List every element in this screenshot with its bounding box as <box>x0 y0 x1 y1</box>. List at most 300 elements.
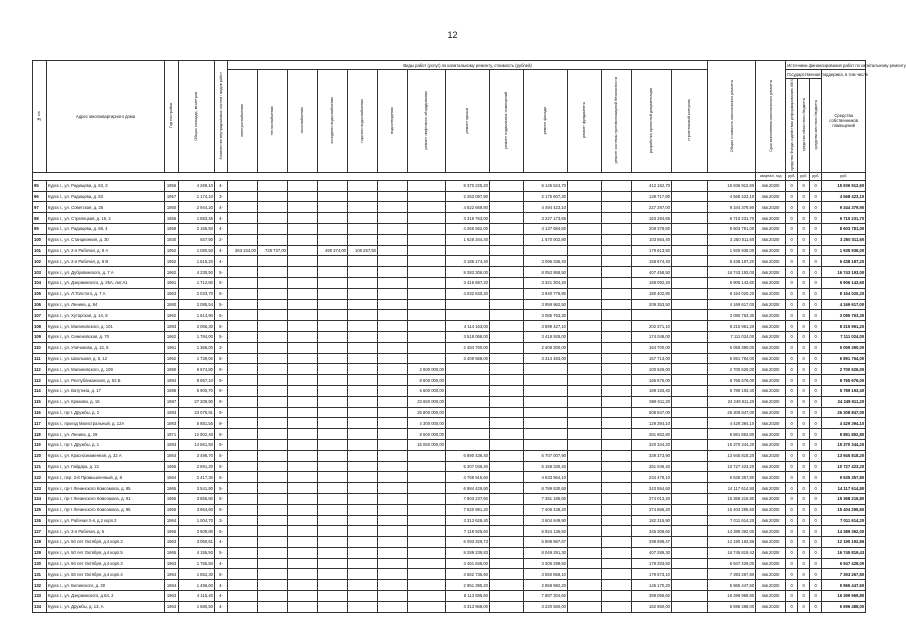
row-work-cost: 4 032 840,40 <box>446 288 490 299</box>
row-area: 1 852,30 <box>179 569 215 580</box>
row-work-cost: 6 145 524,70 <box>524 180 568 191</box>
row-work-cost <box>490 223 524 234</box>
row-work-cost <box>378 526 408 537</box>
row-year: 1957 <box>165 191 179 202</box>
row-materials: 5- <box>215 299 228 310</box>
row-work-cost <box>568 526 602 537</box>
row-work-cost <box>348 277 378 288</box>
table-row <box>33 418 866 429</box>
row-area: 2 156,50 <box>179 223 215 234</box>
row-work-cost <box>378 418 408 429</box>
row-work-cost <box>672 601 708 612</box>
row-work-cost: 1 626 344,40 <box>446 234 490 245</box>
row-materials: 4- <box>215 223 228 234</box>
row-address: Курск г., ул. 50 лет Октября, д.4 корп.2 <box>47 537 165 548</box>
row-area: 1 614,90 <box>179 310 215 321</box>
row-work-cost <box>348 234 378 245</box>
row-deadline: 4кв.2020г <box>756 472 786 483</box>
row-work-cost <box>288 364 318 375</box>
row-work-cost <box>490 429 524 440</box>
row-work-cost <box>318 580 348 591</box>
row-work-cost <box>258 483 288 494</box>
row-work-cost <box>490 591 524 602</box>
row-work-cost <box>378 515 408 526</box>
row-materials: 9- <box>215 396 228 407</box>
row-work-cost <box>288 331 318 342</box>
row-work-cost <box>602 483 632 494</box>
row-materials: 5- <box>215 277 228 288</box>
row-year: 1965 <box>165 461 179 472</box>
row-work-cost <box>408 526 446 537</box>
row-owners-fund: 26 308 847,00 <box>822 407 866 418</box>
row-work-cost <box>348 256 378 267</box>
row-work-cost: 4 622 669,80 <box>446 202 490 213</box>
row-area: 5 881,55 <box>179 418 215 429</box>
row-work-cost <box>602 353 632 364</box>
row-work-cost <box>490 439 524 450</box>
row-area: 1 615,20 <box>179 256 215 267</box>
row-work-cost <box>378 504 408 515</box>
row-total: 8 603 781,00 <box>708 223 756 234</box>
row-work-cost: 179 673,10 <box>632 569 672 580</box>
row-address: Курск г., ул. Дубровинского, д. 7 А <box>47 267 165 278</box>
row-work-cost <box>378 364 408 375</box>
row-number: 107 <box>33 310 47 321</box>
row-work-cost <box>348 342 378 353</box>
row-work-cost <box>288 537 318 548</box>
row-work-cost: 281 852,80 <box>632 429 672 440</box>
row-work-cost <box>318 180 348 191</box>
row-total: 6 906 143,60 <box>708 277 756 288</box>
row-work-cost: 234 478,10 <box>632 472 672 483</box>
row-work-cost <box>228 547 258 558</box>
row-number: 97 <box>33 202 47 213</box>
row-work-cost <box>228 580 258 591</box>
row-year: 1965 <box>165 526 179 537</box>
row-owners-fund: 7 393 267,80 <box>822 569 866 580</box>
row-work-cost <box>288 375 318 386</box>
row-state-fund: 0 <box>798 353 810 364</box>
row-number: 121 <box>33 461 47 472</box>
row-total: 7 393 267,80 <box>708 569 756 580</box>
row-work-cost <box>228 180 258 191</box>
row-address: Курск г., ул. 50 лет Октября, д.4 корп.4 <box>47 569 165 580</box>
row-work-cost <box>258 515 288 526</box>
row-work-cost <box>318 288 348 299</box>
row-work-cost <box>348 580 378 591</box>
row-work-cost <box>672 267 708 278</box>
row-work-cost: 399 068,60 <box>632 591 672 602</box>
row-state-fund: 0 <box>786 191 798 202</box>
table-row <box>33 321 866 332</box>
row-work-cost <box>258 558 288 569</box>
table-row <box>33 267 866 278</box>
row-area: 847,80 <box>179 234 215 245</box>
row-work-cost <box>228 375 258 386</box>
row-work-cost <box>408 180 446 191</box>
row-state-fund: 0 <box>786 407 798 418</box>
row-work-cost <box>318 569 348 580</box>
table-row <box>33 407 866 418</box>
row-deadline: 4кв.2020г <box>756 331 786 342</box>
row-state-fund: 0 <box>786 418 798 429</box>
row-work-cost <box>318 191 348 202</box>
row-work-cost <box>228 472 258 483</box>
row-work-cost <box>258 234 288 245</box>
row-deadline: 4кв.2020г <box>756 288 786 299</box>
row-state-fund: 0 <box>810 493 822 504</box>
row-year: 1990 <box>165 364 179 375</box>
row-work-cost <box>490 547 524 558</box>
row-work-cost <box>568 277 602 288</box>
row-work-cost <box>524 439 568 450</box>
row-year: 1994 <box>165 375 179 386</box>
row-work-cost: 164 700,00 <box>632 342 672 353</box>
row-work-cost: 162 960,00 <box>632 601 672 612</box>
row-work-cost <box>258 450 288 461</box>
row-materials: 5- <box>215 504 228 515</box>
row-work-cost <box>318 558 348 569</box>
row-state-fund: 0 <box>810 601 822 612</box>
row-materials: 9- <box>215 364 228 375</box>
row-work-cost <box>490 299 524 310</box>
row-number: 100 <box>33 234 47 245</box>
row-state-fund: 0 <box>786 267 798 278</box>
row-state-fund: 0 <box>798 569 810 580</box>
header-work-5: горячего водоснабжения <box>348 70 378 173</box>
row-area: 1 739,00 <box>179 353 215 364</box>
row-work-cost: 100 257,50 <box>348 245 378 256</box>
row-work-cost <box>408 191 446 202</box>
header-work-11: ремонт фундамента <box>568 70 602 173</box>
row-work-cost <box>258 601 288 612</box>
row-work-cost <box>602 439 632 450</box>
row-area: 4 269,10 <box>179 180 215 191</box>
table-row <box>33 353 866 364</box>
row-work-cost: 339 373,90 <box>632 450 672 461</box>
row-work-cost: 3 518 068,00 <box>446 331 490 342</box>
row-work-cost <box>348 537 378 548</box>
row-work-cost <box>378 396 408 407</box>
row-total: 6 438 187,20 <box>708 256 756 267</box>
row-work-cost <box>378 407 408 418</box>
row-deadline: 4кв.2020г <box>756 450 786 461</box>
row-area: 1 784,00 <box>179 331 215 342</box>
row-deadline: 4кв.2020г <box>756 547 786 558</box>
row-work-cost: 7 391 185,60 <box>524 493 568 504</box>
row-work-cost <box>568 342 602 353</box>
row-total: 3 250 011,60 <box>708 234 756 245</box>
row-work-cost <box>672 213 708 224</box>
row-work-cost <box>408 591 446 602</box>
row-work-cost: 4 494 423,10 <box>524 202 568 213</box>
row-year: 1963 <box>165 558 179 569</box>
row-work-cost: 5 600 000,00 <box>408 385 446 396</box>
row-work-cost <box>348 180 378 191</box>
row-work-cost <box>408 342 446 353</box>
row-work-cost: 174 048,00 <box>632 331 672 342</box>
row-materials: 5- <box>215 450 228 461</box>
row-work-cost <box>348 202 378 213</box>
row-state-fund: 0 <box>798 223 810 234</box>
row-address: Курск г., ул. Стрелецкая, д. 16, 2 <box>47 213 165 224</box>
table-row <box>33 515 866 526</box>
row-total: 1 935 936,00 <box>708 245 756 256</box>
row-work-cost <box>258 547 288 558</box>
row-work-cost <box>446 310 490 321</box>
row-work-cost <box>408 234 446 245</box>
row-work-cost <box>568 245 602 256</box>
row-work-cost: 4 266 562,00 <box>446 223 490 234</box>
row-total: 9 344 379,90 <box>708 202 756 213</box>
row-work-cost <box>568 299 602 310</box>
row-address: Курск г., ул. Школьная, д. 5, 12 <box>47 353 165 364</box>
row-work-cost <box>228 353 258 364</box>
row-materials: 9- <box>215 418 228 429</box>
row-number: 126 <box>33 515 47 526</box>
row-address: Курск г., ул. Дружбы, д. 13, А <box>47 601 165 612</box>
row-work-cost <box>672 396 708 407</box>
row-state-fund: 0 <box>786 461 798 472</box>
row-work-cost <box>228 191 258 202</box>
row-work-cost <box>348 515 378 526</box>
row-work-cost <box>602 213 632 224</box>
unit-rub: руб. <box>798 172 810 180</box>
row-work-cost <box>288 558 318 569</box>
row-work-cost: 3 409 568,00 <box>446 353 490 364</box>
row-work-cost: 345 308,60 <box>632 526 672 537</box>
row-state-fund: 0 <box>810 277 822 288</box>
row-work-cost <box>258 461 288 472</box>
row-work-cost <box>258 364 288 375</box>
row-work-cost <box>602 180 632 191</box>
row-work-cost <box>490 580 524 591</box>
row-work-cost <box>408 202 446 213</box>
row-work-cost <box>288 202 318 213</box>
row-work-cost <box>490 407 524 418</box>
row-work-cost <box>288 461 318 472</box>
row-work-cost <box>490 277 524 288</box>
row-work-cost <box>378 353 408 364</box>
row-total: 7 011 614,20 <box>708 515 756 526</box>
row-work-cost <box>288 223 318 234</box>
row-area: 6 674,80 <box>179 364 215 375</box>
header-work-14: строительный контроль <box>672 70 708 173</box>
row-work-cost: 179 613,50 <box>632 245 672 256</box>
row-work-cost <box>602 277 632 288</box>
row-work-cost <box>602 191 632 202</box>
row-state-fund: 0 <box>798 526 810 537</box>
row-state-fund: 0 <box>810 299 822 310</box>
row-work-cost <box>408 267 446 278</box>
header-no: № п/п <box>33 61 47 173</box>
row-total: 15 936 912,60 <box>708 180 756 191</box>
row-address: Курск г., пр-т Ленинского Комсомола, д. 91 <box>47 493 165 504</box>
table-row <box>33 558 866 569</box>
row-owners-fund: 15 936 912,60 <box>822 180 866 191</box>
row-state-fund: 0 <box>810 310 822 321</box>
row-deadline: 4кв.2020г <box>756 580 786 591</box>
row-work-cost <box>568 407 602 418</box>
row-total: 8 154 020,20 <box>708 288 756 299</box>
row-materials: 5- <box>215 526 228 537</box>
row-work-cost <box>318 321 348 332</box>
row-work-cost <box>672 375 708 386</box>
row-state-fund: 0 <box>798 299 810 310</box>
row-address: Курск г., ул. 2-я Рабочая, д. 8 А <box>47 245 165 256</box>
row-work-cost <box>318 450 348 461</box>
row-work-cost <box>568 537 602 548</box>
row-state-fund: 0 <box>786 202 798 213</box>
row-owners-fund: 14 117 614,80 <box>822 483 866 494</box>
row-total: 26 308 847,00 <box>708 407 756 418</box>
row-area: 2 033,70 <box>179 288 215 299</box>
table-row <box>33 310 866 321</box>
row-address: Курск г., пр-т. Дружбы, д. 2 <box>47 407 165 418</box>
row-work-cost <box>348 591 378 602</box>
row-owners-fund: 12 190 192,86 <box>822 537 866 548</box>
row-work-cost <box>490 450 524 461</box>
table-row <box>33 396 866 407</box>
row-work-cost <box>490 288 524 299</box>
row-state-fund: 0 <box>810 439 822 450</box>
row-work-cost <box>408 277 446 288</box>
row-deadline: 4кв.2020г <box>756 558 786 569</box>
row-state-fund: 0 <box>810 504 822 515</box>
row-work-cost <box>258 375 288 386</box>
row-work-cost <box>602 591 632 602</box>
row-work-cost: 8 383 306,00 <box>446 267 490 278</box>
row-address: Курск г., ул. Республиканская, д. 52 Б <box>47 375 165 386</box>
row-state-fund: 0 <box>810 461 822 472</box>
header-work-6: водоотведения <box>378 70 408 173</box>
row-work-cost <box>348 288 378 299</box>
row-work-cost <box>672 342 708 353</box>
row-area: 2 066,30 <box>179 321 215 332</box>
row-work-cost <box>524 429 568 440</box>
row-work-cost <box>490 558 524 569</box>
row-work-cost: 3 220 560,00 <box>524 601 568 612</box>
row-work-cost <box>602 558 632 569</box>
row-owners-fund: 6 891 764,00 <box>822 353 866 364</box>
row-number: 127 <box>33 526 47 537</box>
row-owners-fund: 16 743 193,00 <box>822 267 866 278</box>
row-address: Курск г., ул. 3-я Рабочая, д. 5 <box>47 526 165 537</box>
row-work-cost: 8 113 596,60 <box>446 591 490 602</box>
row-work-cost <box>228 234 258 245</box>
row-state-fund: 0 <box>798 396 810 407</box>
row-work-cost <box>672 526 708 537</box>
row-materials: 5- <box>215 331 228 342</box>
row-state-fund: 0 <box>786 245 798 256</box>
row-owners-fund: 13 945 818,20 <box>822 450 866 461</box>
row-work-cost <box>318 385 348 396</box>
row-work-cost: 129 394,10 <box>632 418 672 429</box>
row-work-cost <box>490 191 524 202</box>
row-work-cost: 5 159 330,40 <box>524 461 568 472</box>
row-deadline: 4кв.2020г <box>756 396 786 407</box>
row-work-cost <box>490 504 524 515</box>
row-work-cost <box>490 267 524 278</box>
row-work-cost <box>408 504 446 515</box>
row-work-cost: 8 049 291,30 <box>524 547 568 558</box>
table-row <box>33 450 866 461</box>
row-number: 118 <box>33 429 47 440</box>
row-owners-fund: 8 765 676,00 <box>822 375 866 386</box>
row-work-cost <box>318 547 348 558</box>
row-owners-fund: 9 635 357,80 <box>822 472 866 483</box>
row-work-cost: 3 899 427,10 <box>524 321 568 332</box>
row-deadline: 4кв.2020г <box>756 364 786 375</box>
row-work-cost <box>318 483 348 494</box>
row-work-cost: 179 283,50 <box>632 558 672 569</box>
row-year: 1952 <box>165 256 179 267</box>
row-year: 1964 <box>165 472 179 483</box>
header-work-2: теплоснабжения <box>258 70 288 173</box>
row-work-cost <box>568 288 602 299</box>
row-work-cost <box>568 418 602 429</box>
row-work-cost <box>408 353 446 364</box>
row-work-cost <box>378 483 408 494</box>
row-deadline: 4кв.2020г <box>756 515 786 526</box>
row-work-cost <box>490 493 524 504</box>
row-work-cost <box>568 504 602 515</box>
row-work-cost <box>490 526 524 537</box>
row-owners-fund: 2 700 626,00 <box>822 364 866 375</box>
row-work-cost <box>408 299 446 310</box>
row-work-cost <box>348 504 378 515</box>
row-work-cost <box>228 537 258 548</box>
row-owners-fund: 8 603 781,00 <box>822 223 866 234</box>
row-work-cost <box>378 277 408 288</box>
row-number: 99 <box>33 223 47 234</box>
row-address: Курск г., проезд Магистральный, д. 12А <box>47 418 165 429</box>
row-work-cost <box>408 256 446 267</box>
row-work-cost <box>348 526 378 537</box>
row-work-cost <box>258 267 288 278</box>
header-owners-funds: Средства собственников помещений <box>822 70 866 173</box>
row-deadline: 4кв.2020г <box>756 483 786 494</box>
row-address: Курск г., ул. Дзержинского, д. 26А, лит.А1 <box>47 277 165 288</box>
row-work-cost: 363 154,00 <box>228 245 258 256</box>
row-deadline: 4кв.2020г <box>756 461 786 472</box>
row-work-cost <box>318 342 348 353</box>
row-owners-fund: 7 111 024,00 <box>822 331 866 342</box>
row-work-cost <box>318 418 348 429</box>
row-year: 1987 <box>165 396 179 407</box>
row-work-cost <box>288 191 318 202</box>
row-work-cost <box>602 375 632 386</box>
header-work-7: ремонт лифтового оборудования <box>408 70 446 173</box>
row-work-cost <box>672 331 708 342</box>
row-state-fund: 0 <box>810 396 822 407</box>
row-work-cost <box>490 364 524 375</box>
row-number: 104 <box>33 277 47 288</box>
row-work-cost <box>568 375 602 386</box>
row-state-fund: 0 <box>798 191 810 202</box>
table-row <box>33 591 866 602</box>
row-address: Курск г., ул. Крюкова, д. 16 <box>47 396 165 407</box>
row-total: 15 370 344,20 <box>708 439 756 450</box>
row-state-fund: 0 <box>810 537 822 548</box>
row-state-fund: 0 <box>798 439 810 450</box>
row-total: 7 111 024,00 <box>708 331 756 342</box>
row-work-cost: 3 416 687,20 <box>446 277 490 288</box>
table-row <box>33 547 866 558</box>
row-state-fund: 0 <box>798 267 810 278</box>
row-work-cost <box>602 288 632 299</box>
row-work-cost <box>228 601 258 612</box>
